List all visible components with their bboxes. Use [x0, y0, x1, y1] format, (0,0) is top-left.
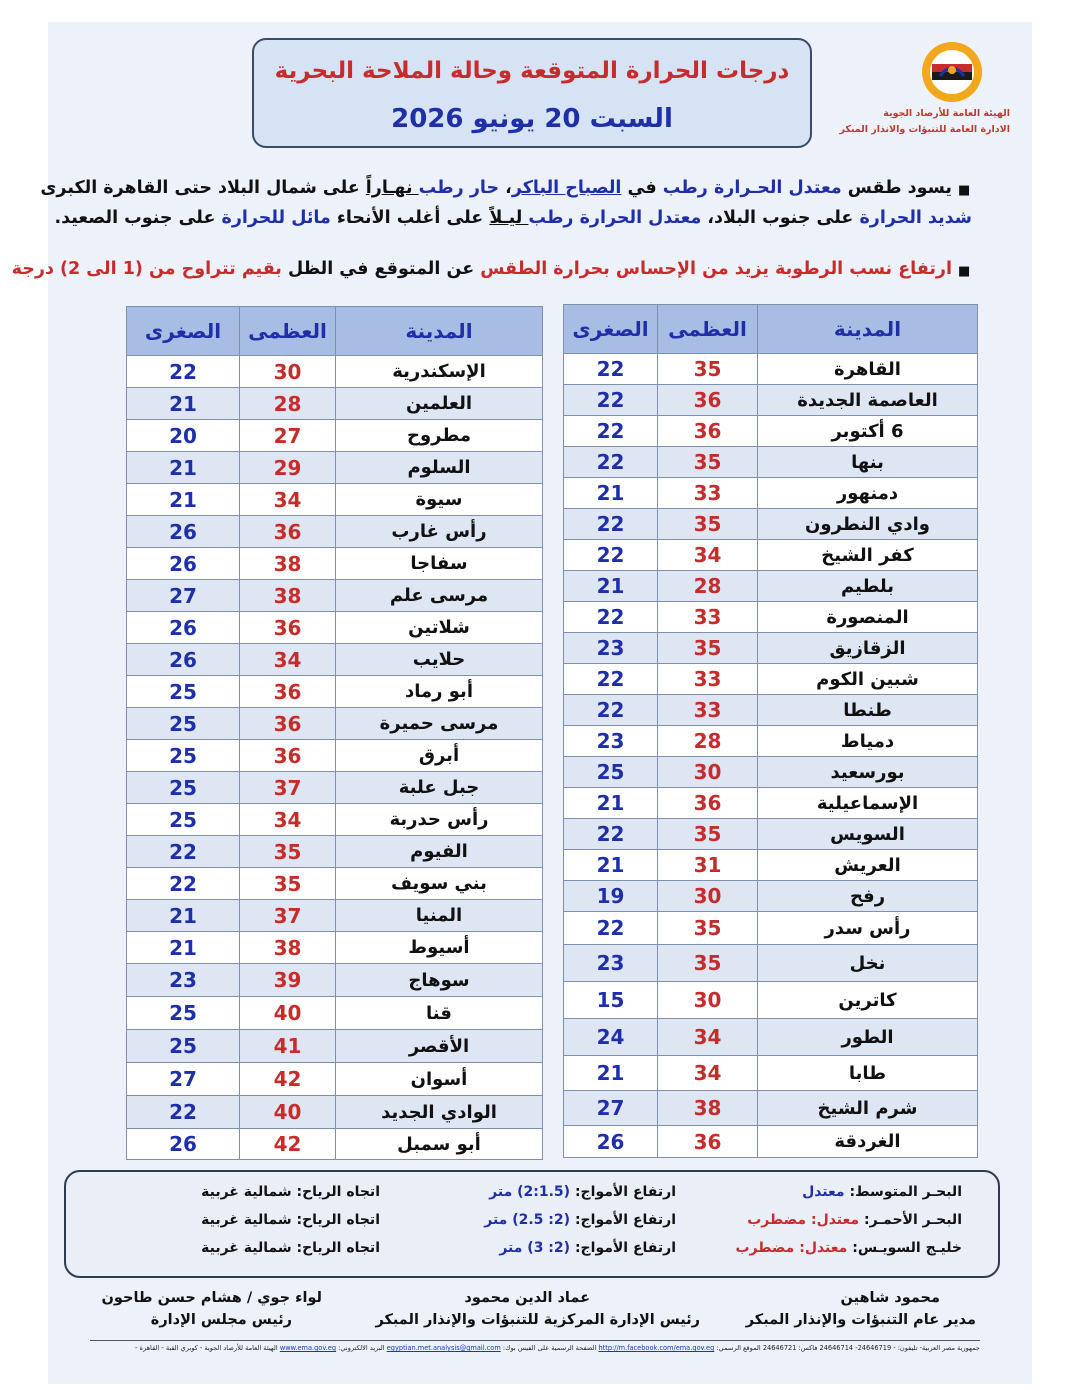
city-cell: شبين الكوم [758, 664, 978, 695]
table-row [564, 354, 978, 385]
city-cell: دمنهور [758, 478, 978, 509]
table-row [564, 602, 978, 633]
max-temp-cell: 38 [240, 580, 336, 612]
city-cell: الوادي الجديد [336, 1096, 543, 1129]
min-temp-cell: 21 [127, 932, 240, 964]
min-temp-cell: 25 [127, 997, 240, 1030]
table-row [127, 1096, 543, 1129]
city-cell: أبرق [336, 740, 543, 772]
max-header: العظمى [658, 305, 758, 354]
city-cell: الطور [758, 1019, 978, 1056]
min-temp-cell: 21 [564, 571, 658, 602]
sea-row-red-sea [66, 1212, 998, 1240]
table-row [564, 850, 978, 881]
table-row [127, 1063, 543, 1096]
city-cell: بنها [758, 447, 978, 478]
table-row [127, 644, 543, 676]
city-cell: أسوان [336, 1063, 543, 1096]
city-cell: جبل علبة [336, 772, 543, 804]
table-row [564, 447, 978, 478]
max-temp-cell: 33 [658, 695, 758, 726]
wind-value: شمالية غربية [201, 1184, 292, 1200]
sea-state: معتدل: مضطرب [735, 1240, 848, 1256]
max-temp-cell: 36 [240, 516, 336, 548]
city-header: المدينة [758, 305, 978, 354]
city-cell: السلوم [336, 452, 543, 484]
signature-center-name: عماد الدين محمود [464, 1290, 590, 1306]
table-row [564, 478, 978, 509]
city-cell: الفيوم [336, 836, 543, 868]
table-row [564, 1056, 978, 1091]
table-row [127, 676, 543, 708]
table-row [127, 836, 543, 868]
wind-label: اتجاه الرياح: [296, 1240, 380, 1256]
waves-value: (2:1.5) متر [489, 1184, 571, 1200]
city-cell: شلاتين [336, 612, 543, 644]
min-temp-cell: 22 [564, 912, 658, 945]
min-temp-cell: 22 [127, 868, 240, 900]
city-cell: شرم الشيخ [758, 1091, 978, 1126]
wind-value: شمالية غربية [201, 1240, 292, 1256]
max-temp-cell: 35 [658, 912, 758, 945]
min-temp-cell: 21 [127, 452, 240, 484]
table-row [564, 788, 978, 819]
table-row [564, 945, 978, 982]
table-row [127, 388, 543, 420]
max-temp-cell: 30 [658, 982, 758, 1019]
footer-divider [90, 1340, 980, 1341]
max-temp-cell: 35 [658, 354, 758, 385]
waves-label: ارتفاع الأمواج: [574, 1212, 676, 1228]
max-temp-cell: 36 [658, 788, 758, 819]
table-row [127, 1129, 543, 1160]
min-temp-cell: 21 [564, 1056, 658, 1091]
min-temp-cell: 19 [564, 881, 658, 912]
table-row [564, 1126, 978, 1158]
footer-text: الهيئة العامة للأرصاد الجوية - كوبري القبة - القاهرة - [135, 1344, 278, 1352]
min-temp-cell: 26 [127, 612, 240, 644]
max-temp-cell: 29 [240, 452, 336, 484]
page-title: درجات الحرارة المتوقعة وحالة الملاحة البحرية [274, 58, 790, 84]
city-cell: طنطا [758, 695, 978, 726]
min-temp-cell: 22 [127, 356, 240, 388]
max-temp-cell: 35 [240, 868, 336, 900]
max-temp-cell: 33 [658, 602, 758, 633]
city-cell: سفاجا [336, 548, 543, 580]
city-cell: نخل [758, 945, 978, 982]
min-temp-cell: 15 [564, 982, 658, 1019]
city-cell: الزقازيق [758, 633, 978, 664]
table-row [127, 772, 543, 804]
table-row [564, 982, 978, 1019]
min-temp-cell: 25 [127, 708, 240, 740]
max-temp-cell: 40 [240, 997, 336, 1030]
org-name: الهيئة العامة للأرصاد الجوية [883, 108, 1010, 119]
city-cell: العريش [758, 850, 978, 881]
city-header: المدينة [336, 307, 543, 356]
table-row [127, 452, 543, 484]
max-temp-cell: 34 [240, 484, 336, 516]
min-temp-cell: 25 [127, 676, 240, 708]
sea-name: خليـج السويـس: [852, 1240, 962, 1256]
min-temp-cell: 25 [127, 804, 240, 836]
org-department: الادارة العامة للتنبؤات والانذار المبكر [839, 124, 1010, 135]
min-temp-cell: 20 [127, 420, 240, 452]
min-temp-cell: 22 [564, 354, 658, 385]
min-temp-cell: 23 [127, 964, 240, 997]
min-temp-cell: 25 [564, 757, 658, 788]
left-city-table [126, 306, 543, 1160]
table-row [564, 881, 978, 912]
bullet-1-line-1: يسود طقس معتدل الحـرارة رطب في الصباح الباكر، حار رطب نهـاراً على شمال البلاد حتى القاهرة الكبرى [40, 178, 952, 198]
city-cell: دمياط [758, 726, 978, 757]
max-temp-cell: 35 [658, 447, 758, 478]
max-temp-cell: 41 [240, 1030, 336, 1063]
table-row [564, 664, 978, 695]
bullet-icon: ■ [958, 264, 971, 279]
city-cell: بلطيم [758, 571, 978, 602]
min-temp-cell: 23 [564, 633, 658, 664]
table-row [127, 964, 543, 997]
city-cell: الإسماعيلية [758, 788, 978, 819]
city-cell: السويس [758, 819, 978, 850]
table-row [564, 1091, 978, 1126]
max-temp-cell: 34 [240, 644, 336, 676]
city-cell: المنيا [336, 900, 543, 932]
max-temp-cell: 34 [658, 540, 758, 571]
table-row [127, 868, 543, 900]
min-temp-cell: 26 [564, 1126, 658, 1158]
max-temp-cell: 31 [658, 850, 758, 881]
min-temp-cell: 22 [564, 695, 658, 726]
ema-logo-icon [920, 40, 984, 104]
min-temp-cell: 25 [127, 772, 240, 804]
max-temp-cell: 36 [658, 416, 758, 447]
max-temp-cell: 39 [240, 964, 336, 997]
min-temp-cell: 23 [564, 726, 658, 757]
footer-contact [90, 1343, 980, 1371]
city-cell: حلايب [336, 644, 543, 676]
min-temp-cell: 25 [127, 740, 240, 772]
sea-row-mediterranean [66, 1184, 998, 1212]
max-temp-cell: 35 [658, 945, 758, 982]
max-temp-cell: 30 [658, 757, 758, 788]
city-cell: أسيوط [336, 932, 543, 964]
table-row [127, 420, 543, 452]
bullet-icon: ■ [958, 183, 971, 198]
sea-row-gulf-of-suez [66, 1240, 998, 1268]
sea-name: البحـر الأحمـر: [863, 1212, 962, 1228]
city-cell: أبو رماد [336, 676, 543, 708]
max-temp-cell: 37 [240, 900, 336, 932]
waves-label: ارتفاع الأمواج: [574, 1240, 676, 1256]
table-row [564, 540, 978, 571]
marine-navigation-box [64, 1170, 1000, 1278]
sea-state: معتدل: مضطرب [747, 1212, 860, 1228]
max-temp-cell: 36 [658, 385, 758, 416]
right-city-table [563, 304, 978, 1158]
max-temp-cell: 34 [240, 804, 336, 836]
signature-center-role: رئيس الإدارة المركزية للتنبؤات والإنذار المبكر [375, 1312, 700, 1328]
signature-right-role: مدير عام التنبؤات والإنذار المبكر [745, 1312, 976, 1328]
city-cell: أبو سمبل [336, 1129, 543, 1160]
table-row [564, 912, 978, 945]
min-temp-cell: 22 [127, 836, 240, 868]
email-link[interactable]: egyptian.met.analysis@gmail.com [386, 1344, 501, 1352]
min-temp-cell: 22 [564, 385, 658, 416]
min-temp-cell: 21 [127, 900, 240, 932]
max-temp-cell: 27 [240, 420, 336, 452]
min-temp-cell: 22 [564, 664, 658, 695]
max-temp-cell: 38 [240, 548, 336, 580]
website-link[interactable]: www.ema.gov.eg [279, 1344, 337, 1352]
table-row [564, 416, 978, 447]
signature-left-name: لواء جوي / هشام حسن طاحون [101, 1290, 322, 1306]
min-header: الصغرى [564, 305, 658, 354]
table-row [127, 708, 543, 740]
min-temp-cell: 22 [127, 1096, 240, 1129]
city-cell: سيوة [336, 484, 543, 516]
table-row [127, 484, 543, 516]
max-temp-cell: 36 [240, 740, 336, 772]
min-temp-cell: 27 [127, 1063, 240, 1096]
max-temp-cell: 34 [658, 1019, 758, 1056]
sea-state: معتدل [802, 1184, 845, 1200]
footer-text: الصفحة الرسمية على الفيس بوك: [502, 1344, 597, 1352]
city-cell: مطروح [336, 420, 543, 452]
city-cell: العلمين [336, 388, 543, 420]
city-cell: المنصورة [758, 602, 978, 633]
min-temp-cell: 21 [564, 850, 658, 881]
min-temp-cell: 24 [564, 1019, 658, 1056]
table-row [564, 385, 978, 416]
forecast-date: السبت 20 يونيو 2026 [391, 104, 673, 134]
min-header: الصغرى [127, 307, 240, 356]
max-temp-cell: 33 [658, 664, 758, 695]
city-cell: القاهرة [758, 354, 978, 385]
city-cell: قنا [336, 997, 543, 1030]
min-temp-cell: 22 [564, 819, 658, 850]
min-temp-cell: 25 [127, 1030, 240, 1063]
min-temp-cell: 21 [127, 388, 240, 420]
city-cell: رأس حدربة [336, 804, 543, 836]
table-row [127, 1030, 543, 1063]
max-temp-cell: 34 [658, 1056, 758, 1091]
city-cell: سوهاج [336, 964, 543, 997]
table-row [127, 740, 543, 772]
max-header: العظمى [240, 307, 336, 356]
facebook-link[interactable]: http://m.facebook.com/ema.gov.eg [598, 1344, 715, 1352]
table-row [564, 695, 978, 726]
max-temp-cell: 33 [658, 478, 758, 509]
min-temp-cell: 26 [127, 1129, 240, 1160]
city-cell: رفح [758, 881, 978, 912]
max-temp-cell: 35 [658, 509, 758, 540]
max-temp-cell: 42 [240, 1063, 336, 1096]
table-row [127, 356, 543, 388]
min-temp-cell: 22 [564, 509, 658, 540]
city-cell: العاصمة الجديدة [758, 385, 978, 416]
max-temp-cell: 36 [240, 676, 336, 708]
city-cell: مرسى علم [336, 580, 543, 612]
signature-right-name: محمود شاهين [840, 1290, 940, 1306]
max-temp-cell: 28 [240, 388, 336, 420]
city-cell: الغردقة [758, 1126, 978, 1158]
waves-value: (2: 2.5) متر [484, 1212, 571, 1228]
bullet-1-line-2: شديد الحرارة على جنوب البلاد، معتدل الحرارة رطب ليـلاً على أغلب الأنحاء مائل للحرارة على جنوب الصعيد. [54, 208, 972, 228]
city-cell: الإسكندرية [336, 356, 543, 388]
city-cell: مرسى حميرة [336, 708, 543, 740]
city-cell: بني سويف [336, 868, 543, 900]
max-temp-cell: 36 [240, 708, 336, 740]
waves-value: (2: 3) متر [499, 1240, 571, 1256]
min-temp-cell: 22 [564, 540, 658, 571]
title-box [252, 38, 812, 148]
table-row [564, 757, 978, 788]
max-temp-cell: 40 [240, 1096, 336, 1129]
bullet-2: ارتفاع نسب الرطوبة يزيد من الإحساس بحرارة الطقس عن المتوقع في الظل بقيم تتراوح من (1 الى 2) درجة [11, 259, 952, 279]
city-cell: وادي النطرون [758, 509, 978, 540]
wind-value: شمالية غربية [201, 1212, 292, 1228]
max-temp-cell: 38 [240, 932, 336, 964]
max-temp-cell: 35 [240, 836, 336, 868]
min-temp-cell: 21 [127, 484, 240, 516]
city-cell: رأس غارب [336, 516, 543, 548]
table-row [127, 580, 543, 612]
max-temp-cell: 28 [658, 571, 758, 602]
table-row [564, 726, 978, 757]
city-cell: بورسعيد [758, 757, 978, 788]
min-temp-cell: 26 [127, 644, 240, 676]
table-row [127, 804, 543, 836]
max-temp-cell: 42 [240, 1129, 336, 1160]
city-cell: طابا [758, 1056, 978, 1091]
min-temp-cell: 27 [564, 1091, 658, 1126]
min-temp-cell: 23 [564, 945, 658, 982]
min-temp-cell: 21 [564, 478, 658, 509]
sea-name: البحـر المتوسط: [849, 1184, 962, 1200]
table-row [564, 819, 978, 850]
max-temp-cell: 35 [658, 633, 758, 664]
footer-text: البريد الالكتروني: [338, 1344, 385, 1352]
min-temp-cell: 22 [564, 602, 658, 633]
max-temp-cell: 36 [658, 1126, 758, 1158]
city-cell: الأقصر [336, 1030, 543, 1063]
min-temp-cell: 21 [564, 788, 658, 819]
wind-label: اتجاه الرياح: [296, 1184, 380, 1200]
min-temp-cell: 27 [127, 580, 240, 612]
city-cell: 6 أكتوبر [758, 416, 978, 447]
table-row [564, 1019, 978, 1056]
table-row [127, 900, 543, 932]
table-row [127, 548, 543, 580]
footer-text: جمهورية مصر العربية- تليفون: - 24646719- 24646714 فاكس: 24646721 الموقع الرسمي: [716, 1344, 980, 1352]
wind-label: اتجاه الرياح: [296, 1212, 380, 1228]
max-temp-cell: 38 [658, 1091, 758, 1126]
table-row [564, 571, 978, 602]
table-row [127, 932, 543, 964]
max-temp-cell: 30 [658, 881, 758, 912]
city-cell: كفر الشيخ [758, 540, 978, 571]
max-temp-cell: 36 [240, 612, 336, 644]
max-temp-cell: 28 [658, 726, 758, 757]
min-temp-cell: 26 [127, 516, 240, 548]
table-row [564, 509, 978, 540]
table-row [127, 612, 543, 644]
min-temp-cell: 22 [564, 447, 658, 478]
table-row [564, 633, 978, 664]
max-temp-cell: 35 [658, 819, 758, 850]
max-temp-cell: 30 [240, 356, 336, 388]
city-cell: كاترين [758, 982, 978, 1019]
min-temp-cell: 22 [564, 416, 658, 447]
table-row [127, 997, 543, 1030]
max-temp-cell: 37 [240, 772, 336, 804]
table-row [127, 516, 543, 548]
waves-label: ارتفاع الأمواج: [574, 1184, 676, 1200]
city-cell: رأس سدر [758, 912, 978, 945]
signature-left-role: رئيس مجلس الإدارة [150, 1312, 292, 1328]
min-temp-cell: 26 [127, 548, 240, 580]
